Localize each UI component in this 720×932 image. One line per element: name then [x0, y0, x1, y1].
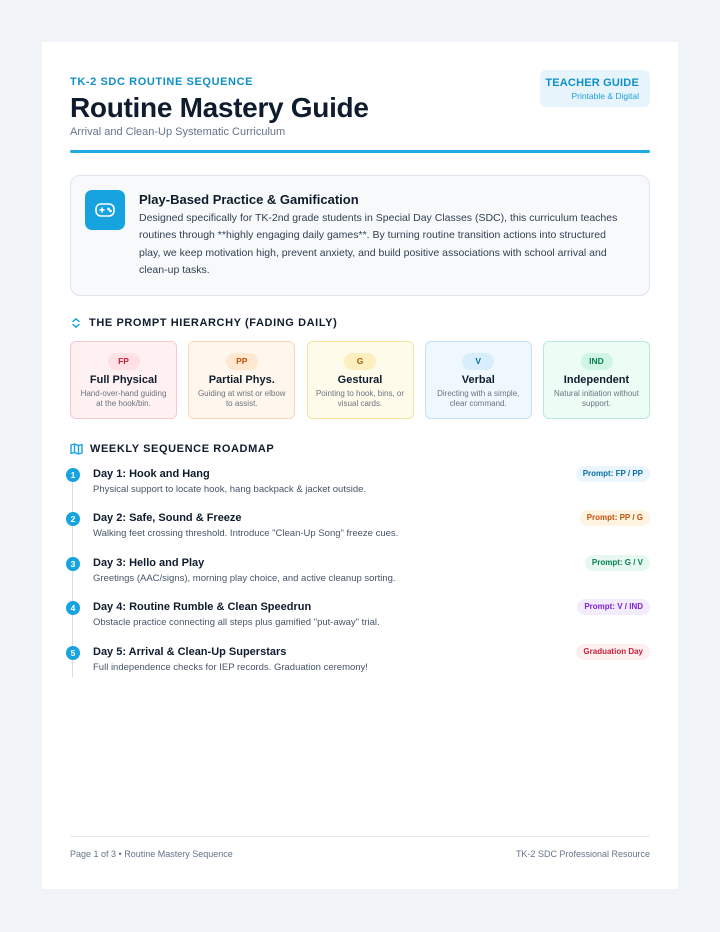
weekly-roadmap-heading-text: WEEKLY SEQUENCE ROADMAP — [90, 443, 275, 455]
day-title: Day 5: Arrival & Clean-Up Superstars — [93, 646, 287, 658]
header-rule — [70, 150, 650, 153]
roadmap-day — [70, 601, 650, 641]
prompt-card-desc: Hand-over-hand guiding at the hook/bin. — [80, 389, 167, 408]
prompt-card-desc: Natural initiation without support. — [554, 389, 639, 408]
footer-right: TK-2 SDC Professional Resource — [515, 849, 650, 859]
prompt-level-tag: Prompt: V / IND — [577, 599, 650, 615]
page — [42, 42, 678, 889]
day-title: Day 1: Hook and Hang — [93, 468, 210, 480]
prompt-code-pill: V — [462, 353, 494, 370]
day-description: Walking feet crossing threshold. Introduce "Clean-Up Song" freeze cues. — [93, 528, 399, 539]
prompt-card-desc: Directing with a simple, clear command. — [437, 389, 520, 408]
day-number-badge: 3 — [66, 557, 80, 571]
prompt-code-pill: G — [344, 353, 376, 370]
roadmap-day — [70, 468, 650, 508]
prompt-level-tag: Prompt: G / V — [585, 555, 650, 571]
chevron-up-down-icon — [70, 317, 82, 329]
badge-title: TEACHER GUIDE — [545, 77, 639, 89]
prompt-code-pill: FP — [108, 353, 140, 370]
day-number-badge: 5 — [66, 646, 80, 660]
prompt-code-pill: PP — [226, 353, 258, 370]
day-number-badge: 2 — [66, 512, 80, 526]
prompt-card-title: Gestural — [337, 374, 383, 386]
prompt-hierarchy-heading-text: THE PROMPT HIERARCHY (FADING DAILY) — [89, 317, 338, 329]
prompt-card-title: Verbal — [461, 374, 495, 386]
day-description: Obstacle practice connecting all steps plus gamified "put-away" trial. — [93, 617, 380, 628]
roadmap-day — [70, 557, 650, 597]
intro-text: Designed specifically for TK-2nd grade students in Special Day Classes (SDC), this curriculum teaches routines through **highly engaging daily games**. By turning routine transition actions into structured play, we keep motivation high, prevent anxiety, and build positive associations with school arrival and clean-up tasks. — [139, 212, 618, 277]
footer-left: Page 1 of 3 • Routine Mastery Sequence — [70, 849, 233, 859]
prompt-card-title: Independent — [563, 374, 630, 386]
prompt-hierarchy-heading — [70, 317, 337, 329]
day-title: Day 4: Routine Rumble & Clean Speedrun — [93, 601, 312, 613]
prompt-cards — [70, 341, 650, 421]
weekly-roadmap-heading — [70, 443, 274, 455]
prompt-card — [543, 341, 650, 419]
prompt-level-tag: Graduation Day — [576, 644, 650, 660]
gamepad-icon — [85, 190, 125, 230]
day-description: Greetings (AAC/signs), morning play choice, and active cleanup sorting. — [93, 573, 396, 584]
map-icon — [70, 443, 83, 455]
footer-rule — [70, 836, 650, 837]
intro-card — [70, 175, 650, 296]
eyebrow-label: TK-2 SDC ROUTINE SEQUENCE — [70, 76, 254, 88]
prompt-code-pill: IND — [581, 353, 613, 370]
teacher-guide-badge — [540, 70, 650, 107]
prompt-card — [70, 341, 177, 419]
badge-subtitle: Printable & Digital — [571, 91, 639, 101]
prompt-card-desc: Guiding at wrist or elbow to assist. — [197, 389, 286, 408]
prompt-level-tag: Prompt: PP / G — [580, 510, 650, 526]
day-title: Day 2: Safe, Sound & Freeze — [93, 512, 242, 524]
day-title: Day 3: Hello and Play — [93, 557, 205, 569]
day-number-badge: 1 — [66, 468, 80, 482]
roadmap-day — [70, 646, 650, 686]
prompt-level-tag: Prompt: FP / PP — [576, 466, 650, 482]
page-subtitle: Arrival and Clean-Up Systematic Curriculum — [70, 126, 286, 138]
page-title: Routine Mastery Guide — [70, 92, 369, 123]
intro-title: Play-Based Practice & Gamification — [139, 192, 359, 207]
day-number-badge: 4 — [66, 601, 80, 615]
prompt-card — [425, 341, 532, 419]
prompt-card-desc: Pointing to hook, bins, or visual cards. — [315, 389, 405, 408]
day-description: Full independence checks for IEP records. Graduation ceremony! — [93, 662, 368, 673]
prompt-card — [307, 341, 414, 419]
prompt-card — [188, 341, 295, 419]
prompt-card-title: Partial Phys. — [208, 374, 275, 386]
prompt-card-title: Full Physical — [89, 374, 158, 386]
page-content — [70, 42, 650, 889]
roadmap-day — [70, 512, 650, 552]
day-description: Physical support to locate hook, hang backpack & jacket outside. — [93, 484, 367, 495]
